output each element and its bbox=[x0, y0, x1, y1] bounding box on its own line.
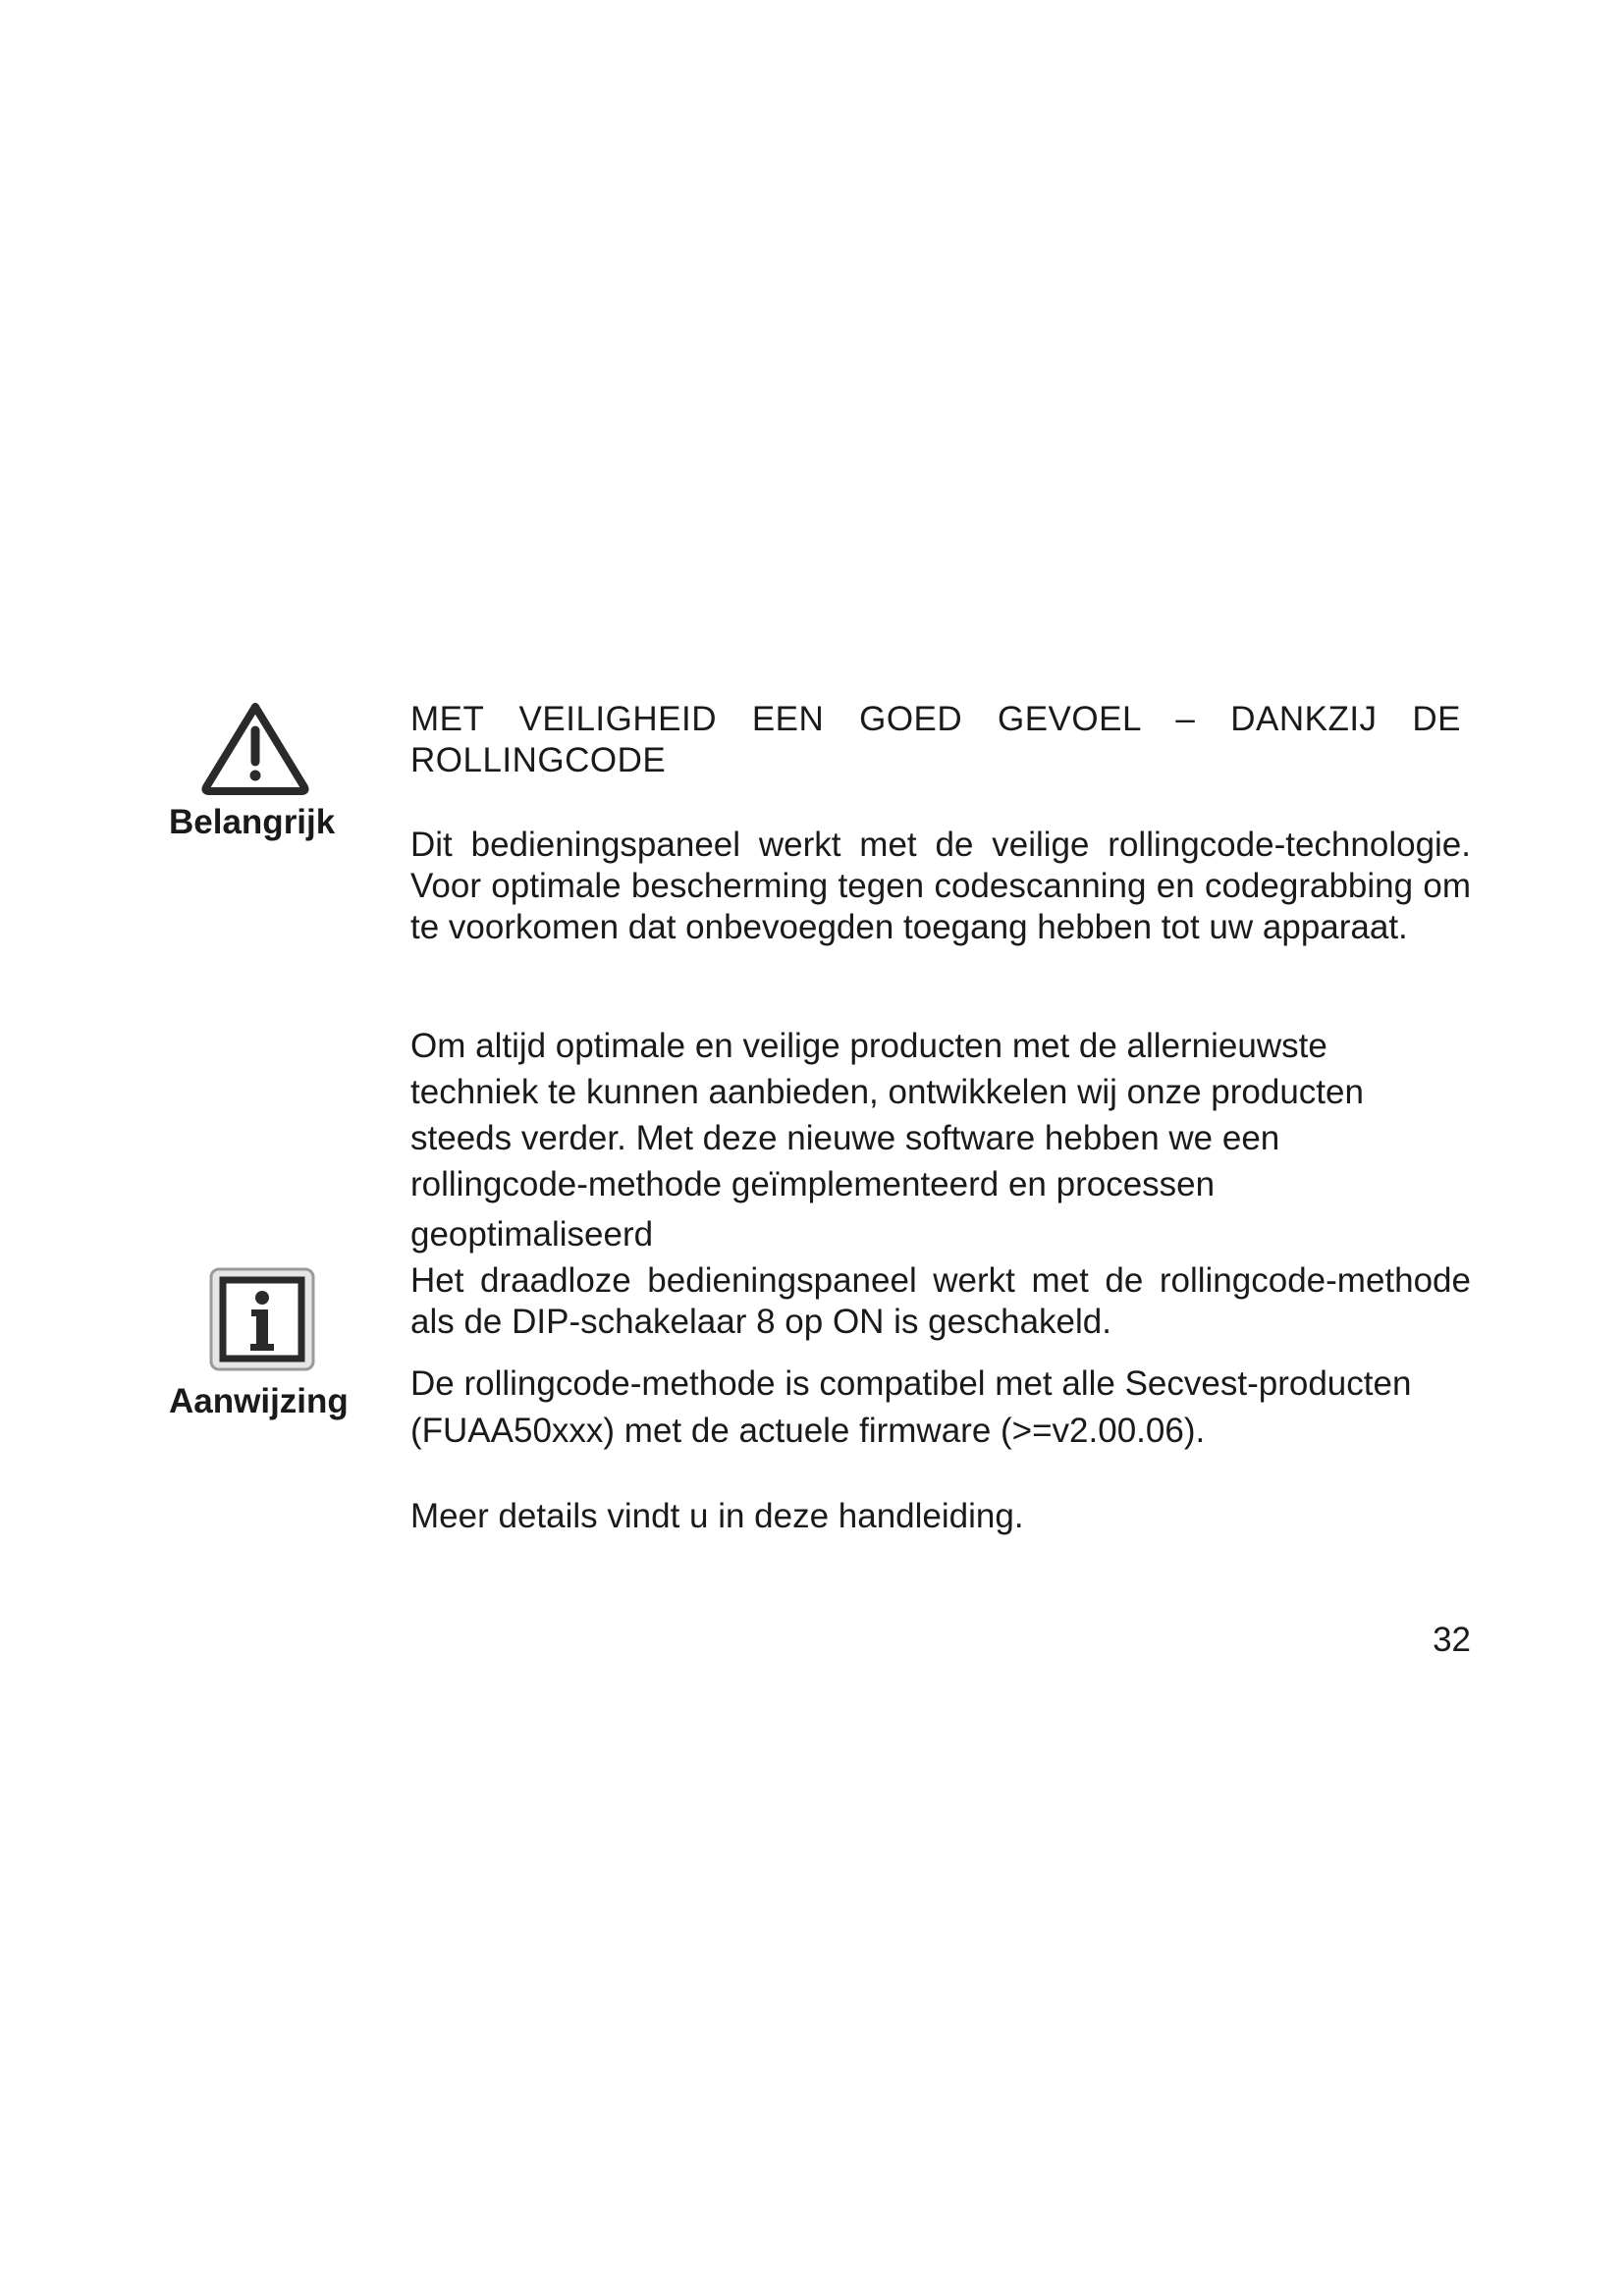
text-line: steeds verder. Met deze nieuwe software hebben we een bbox=[410, 1119, 1280, 1157]
warning-triangle-icon bbox=[198, 699, 312, 797]
section-heading: MET VEILIGHEID EEN GOED GEVOEL – DANKZIJ DE ROLLINGCODE bbox=[410, 700, 1461, 779]
text-line: De rollingcode-methode is compatibel met alle Secvest-producten bbox=[410, 1364, 1412, 1403]
text-line: (FUAA50xxx) met de actuele firmware (>=v2.00.06). bbox=[410, 1412, 1206, 1450]
paragraph-dip-switch: Het draadloze bedieningspaneel werkt met de rollingcode-methode als de DIP-schakelaar 8 op ON is geschakeld. bbox=[410, 1261, 1471, 1341]
text-line: rollingcode-methode geïmplementeerd en processen bbox=[410, 1165, 1216, 1203]
text-line: techniek te kunnen aanbieden, ontwikkelen wij onze producten bbox=[410, 1073, 1364, 1111]
paragraph-product-development bbox=[410, 1023, 1451, 1257]
paragraph-compatibility bbox=[410, 1361, 1471, 1455]
text-line: geoptimaliseerd bbox=[410, 1215, 654, 1254]
info-icon bbox=[208, 1266, 316, 1372]
paragraph-rollingcode-intro: Dit bedieningspaneel werkt met de veilige rollingcode-technologie. Voor optimale bescherming tegen codescanning en codegrabbing om te voorkomen dat onbevoegden toegang hebben tot uw apparaat. bbox=[410, 826, 1471, 946]
page-number: 32 bbox=[1433, 1621, 1471, 1659]
important-label: Belangrijk bbox=[169, 803, 336, 841]
note-label: Aanwijzing bbox=[169, 1382, 349, 1420]
paragraph-more-details: Meer details vindt u in deze handleiding. bbox=[410, 1497, 1024, 1535]
text-line: Om altijd optimale en veilige producten met de allernieuwste bbox=[410, 1027, 1327, 1065]
